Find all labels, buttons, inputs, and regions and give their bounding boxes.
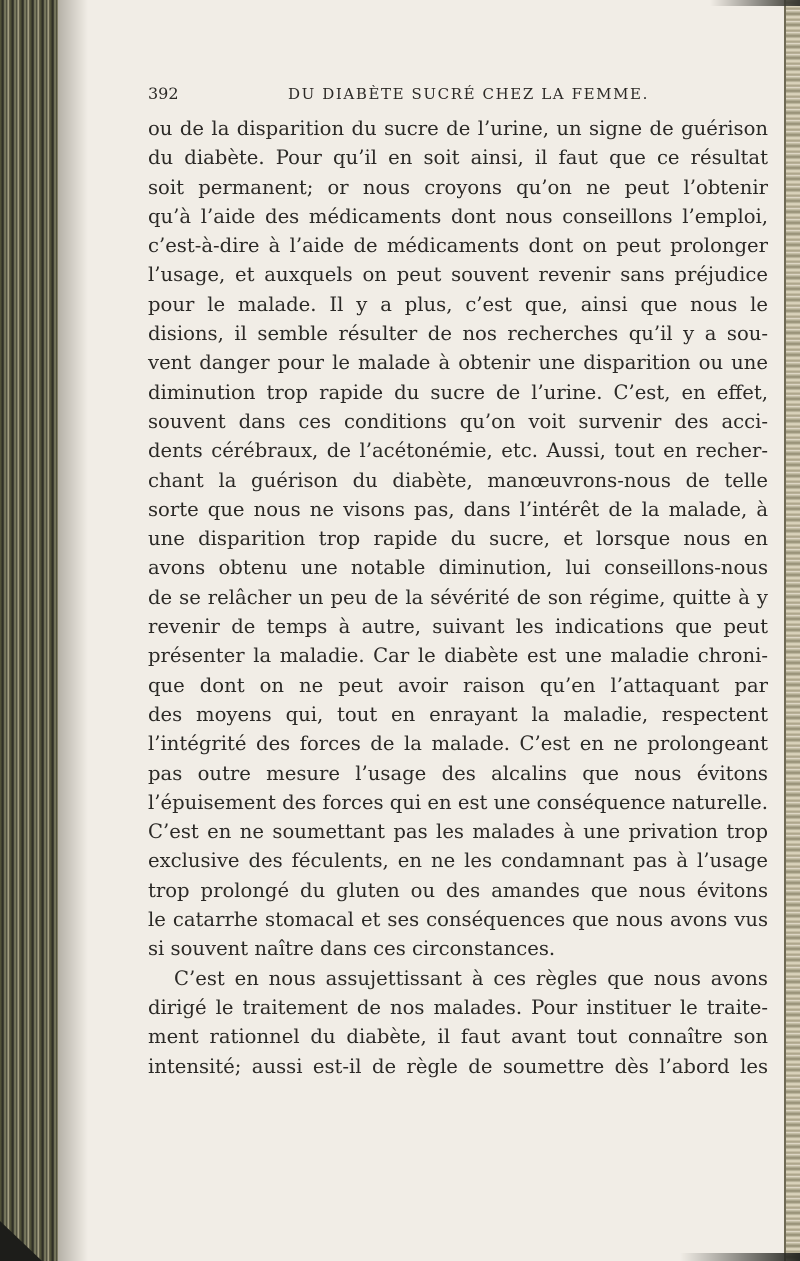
text-line: ment rationnel du diabète, il faut avant tout connaître son	[148, 1025, 768, 1049]
text-line: le catarrhe stomacal et ses conséquences que nous avons vus	[148, 908, 768, 932]
text-line: de se relâcher un peu de la sévérité de son régime, quitte à y	[148, 585, 768, 609]
book-page	[148, 84, 768, 1081]
text-line: sorte que nous ne visons pas, dans l’intérêt de la malade, à	[148, 497, 768, 521]
text-line: ou de la disparition du sucre de l’urine, un signe de guérison	[148, 117, 768, 140]
text-line: que dont on ne peut avoir raison qu’en l’attaquant par	[148, 673, 768, 697]
book-binding-edge	[0, 0, 58, 1261]
text-line: c’est-à-dire à l’aide de médicaments dont on peut prolonger	[148, 234, 768, 258]
page-stack-edge	[784, 0, 800, 1261]
text-line: du diabète. Pour qu’il en soit ainsi, il faut que ce résultat	[148, 146, 768, 170]
text-line: l’intégrité des forces de la malade. C’est en ne prolongeant	[148, 732, 768, 756]
text-line: l’usage, et auxquels on peut souvent revenir sans préjudice	[148, 263, 768, 287]
text-line: présenter la maladie. Car le diabète est une maladie chroni-	[148, 644, 768, 668]
page-number: 392	[148, 84, 179, 103]
page-edge-top-shadow	[710, 0, 800, 6]
text-line: des moyens qui, tout en enrayant la maladie, respectent	[148, 702, 768, 726]
text-line: qu’à l’aide des médicaments dont nous conseillons l’emploi,	[148, 204, 768, 228]
paragraph-last-line: si souvent naître dans ces circonstances.	[148, 937, 556, 961]
text-line: intensité; aussi est-il de règle de soumettre dès l’abord les	[148, 1054, 768, 1078]
text-line: diminution trop rapide du sucre de l’urine. C’est, en effet,	[148, 380, 768, 404]
text-line: l’épuisement des forces qui en est une conséquence naturelle.	[148, 790, 768, 814]
text-line: souvent dans ces conditions qu’on voit survenir des acci-	[148, 409, 768, 433]
text-line: C’est en ne soumettant pas les malades à une privation trop	[148, 820, 768, 844]
body-text	[148, 114, 768, 1081]
text-line: chant la guérison du diabète, manœuvrons-nous de telle	[148, 468, 768, 492]
text-line: vent danger pour le malade à obtenir une disparition ou une	[148, 351, 768, 375]
text-line: dents cérébraux, de l’acétonémie, etc. Aussi, tout en recher-	[148, 439, 768, 463]
text-line: avons obtenu une notable diminution, lui conseillons-nous	[148, 556, 768, 580]
running-header	[148, 84, 768, 114]
text-line: exclusive des féculents, en ne les condamnant pas à l’usage	[148, 849, 768, 873]
page-corner-fold	[0, 1221, 42, 1261]
text-line: revenir de temps à autre, suivant les indications que peut	[148, 615, 768, 639]
text-line: trop prolongé du gluten ou des amandes que nous évitons	[148, 878, 768, 902]
gutter-shadow	[58, 0, 88, 1261]
text-line: soit permanent; or nous croyons qu’on ne peut l’obtenir	[148, 175, 768, 199]
text-line: dirigé le traitement de nos malades. Pour instituer le traite-	[148, 995, 768, 1019]
page-edge-bottom-shadow	[680, 1253, 800, 1261]
paragraph-first-line: C’est en nous assujettissant à ces règles que nous avons	[174, 966, 768, 990]
text-line: pas outre mesure l’usage des alcalins que nous évitons	[148, 761, 768, 785]
text-line: une disparition trop rapide du sucre, et lorsque nous en	[148, 527, 768, 551]
running-title: DU DIABÈTE SUCRÉ CHEZ LA FEMME.	[288, 85, 649, 103]
text-line: pour le malade. Il y a plus, c’est que, ainsi que nous le	[148, 292, 768, 316]
text-line: disions, il semble résulter de nos recherches qu’il y a sou-	[148, 322, 768, 346]
